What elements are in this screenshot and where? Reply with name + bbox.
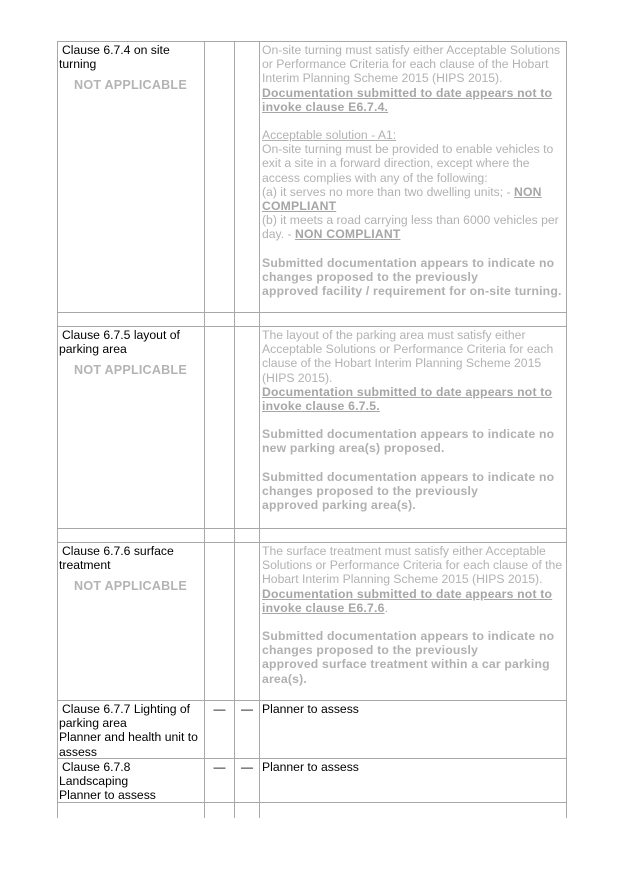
assessment-cell: [259, 42, 567, 312]
clause-title-line: Clause 6.7.7 Lighting of: [62, 702, 191, 716]
documentation-note: Documentation submitted to date appears not to invoke clause E6.7.6: [262, 586, 553, 615]
clause-title-line: treatment: [59, 558, 111, 573]
col3-cell: —: [234, 759, 259, 802]
clause-title-line: Planner and health unit to assess: [59, 730, 198, 759]
table-row-clause-6-7-7: [57, 700, 567, 758]
clause-title-line: Clause 6.7.4 on site: [62, 43, 170, 57]
clause-cell: [57, 327, 204, 528]
col2-cell: —: [204, 759, 234, 802]
status-not-applicable: NOT APPLICABLE: [74, 363, 187, 378]
assessment-cell: Planner to assess: [259, 701, 567, 758]
col2-cell: [204, 42, 234, 312]
compliance-result: NON COMPLIANT: [262, 184, 542, 214]
col2-cell: —: [204, 701, 234, 758]
documentation-note: Documentation submitted to date appears not to invoke clause E6.7.4.: [262, 85, 553, 114]
clause-title-line: parking area: [59, 716, 127, 731]
table-row-continued: [57, 802, 567, 818]
clause-cell: [57, 701, 204, 758]
col3-cell: —: [234, 701, 259, 758]
intro-text: On-site turning must satisfy either Acceptable Solutions or Performance Criteria for each clause of the Hobart Interim Planning Scheme 2015 (HIPS 2015).: [262, 43, 561, 86]
clause-cell: [57, 42, 204, 312]
clause-title-line: Planner to assess: [59, 788, 156, 803]
status-not-applicable: NOT APPLICABLE: [74, 579, 187, 594]
table-row-clause-6-7-6: [57, 542, 567, 700]
summary-text: Submitted documentation appears to indicate no changes proposed to the previously approved surface treatment within a car parking area(s).: [262, 629, 555, 686]
table-row-clause-6-7-4: [57, 41, 567, 312]
clause-title-line: Clause 6.7.6 surface: [62, 544, 174, 558]
assessment-cell: [259, 327, 567, 528]
clause-cell: [57, 543, 204, 700]
table-spacer-row: [57, 528, 567, 542]
col3-cell: [234, 543, 259, 700]
assessment-cell: Planner to assess: [259, 759, 567, 802]
col3-cell: [234, 42, 259, 312]
acceptable-solution-label: Acceptable solution - A1:: [262, 128, 397, 143]
intro-text: The layout of the parking area must satisfy either Acceptable Solutions or Performance Criteria for each clause of the Hobart Interim Planning Scheme 2015 (HIPS 2015).: [262, 328, 554, 385]
compliance-result: NON COMPLIANT: [294, 227, 401, 242]
assessment-cell: The surface treatment must satisfy either Acceptable Solutions or Performance Criteria for each clause of the Hobart Interim Planning Scheme 2015 (HIPS 2015). Documentation submitted to date appears not to invoke clause E6.7.6. Submitted documentation appears to indicate no changes proposed to the previously approved surface treatment within a car parking area(s).: [259, 543, 567, 700]
clause-title-line: Clause 6.7.5 layout of: [62, 328, 180, 342]
status-not-applicable: NOT APPLICABLE: [74, 78, 187, 93]
documentation-note: Documentation submitted to date appears not to invoke clause 6.7.5.: [262, 384, 553, 414]
clause-title-line: Landscaping: [59, 774, 129, 789]
col3-cell: [234, 327, 259, 528]
summary-text: Submitted documentation appears to indicate no changes proposed to the previously approved parking area(s).: [262, 469, 555, 513]
clause-title-line: Clause 6.7.8: [62, 760, 131, 774]
table-row-clause-6-7-8: [57, 758, 567, 802]
summary-text: Submitted documentation appears to indicate no new parking area(s) proposed.: [262, 427, 555, 456]
criterion-b: (b) it meets a road carrying less than 6000 vehicles per day. - NON COMPLIANT: [262, 213, 559, 242]
col2-cell: [204, 543, 234, 700]
table-spacer-row: [57, 312, 567, 326]
criterion-a: (a) it serves no more than two dwelling units; - NON COMPLIANT: [262, 184, 542, 214]
clause-title-line: turning: [59, 57, 97, 72]
acceptable-solution-text: On-site turning must be provided to enable vehicles to exit a site in a forward direction, except where the access complies with any of the following:: [262, 142, 554, 185]
table-row-clause-6-7-5: [57, 326, 567, 528]
clause-title-line: parking area: [59, 342, 127, 357]
planning-assessment-table: [57, 41, 567, 818]
clause-cell: [57, 759, 204, 802]
summary-text: Submitted documentation appears to indicate no changes proposed to the previously approved facility / requirement for on-site turning.: [262, 255, 562, 299]
col2-cell: [204, 327, 234, 528]
intro-text: The surface treatment must satisfy either Acceptable Solutions or Performance Criteria for each clause of the Hobart Interim Planning Scheme 2015 (HIPS 2015).: [262, 544, 563, 587]
